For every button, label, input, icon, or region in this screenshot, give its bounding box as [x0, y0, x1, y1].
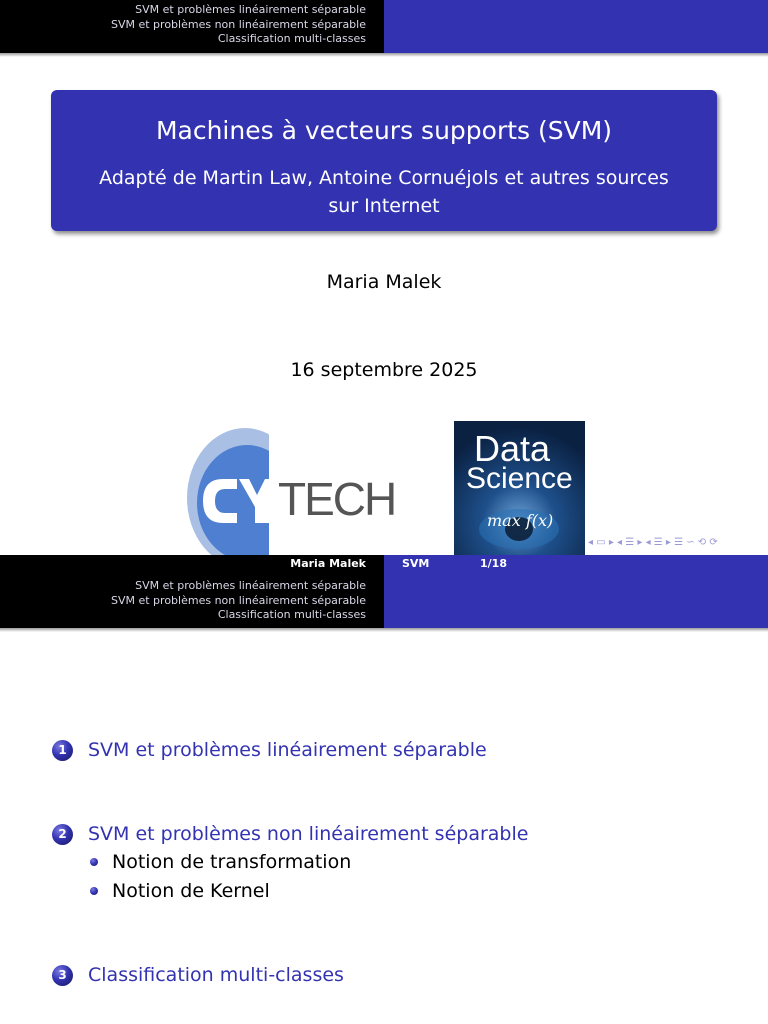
footer-short-title: SVM — [402, 557, 430, 570]
toc-subitem[interactable] — [90, 879, 270, 903]
headline-section-1[interactable]: SVM et problèmes linéairement séparable — [135, 579, 366, 592]
toc-sublabel[interactable]: Notion de Kernel — [112, 880, 270, 902]
title-box — [51, 90, 717, 231]
headline-shadow — [0, 628, 768, 632]
bullet-icon — [90, 858, 98, 866]
toc-number-ball: 3 — [52, 965, 73, 986]
headline-section-2[interactable]: SVM et problèmes non linéairement séparable — [110, 594, 366, 607]
author: Maria Malek — [326, 271, 442, 293]
cy-tech-logo — [185, 423, 396, 555]
date: 16 septembre 2025 — [290, 359, 478, 381]
headline-section-1[interactable]: SVM et problèmes linéairement séparable — [135, 3, 366, 16]
toc-number-ball: 1 — [52, 740, 73, 761]
cy-logo-text: TECH — [278, 473, 396, 525]
section-headline — [0, 0, 768, 53]
toc-label[interactable]: SVM et problèmes linéairement séparable — [88, 739, 487, 761]
data-science-logo — [454, 421, 585, 555]
ds-line2: Science — [466, 462, 573, 495]
slide-title: Machines à vecteurs supports (SVM) — [155, 116, 613, 145]
headline-section-2[interactable]: SVM et problèmes non linéairement séparable — [110, 18, 366, 31]
headline-section-3[interactable]: Classification multi-classes — [217, 608, 366, 621]
outline-slide — [0, 555, 768, 1024]
toc-number-ball: 2 — [52, 824, 73, 845]
toc-subitem[interactable] — [90, 850, 351, 874]
toc-item-3[interactable] — [52, 963, 344, 987]
ds-formula: max f(x) — [487, 511, 554, 530]
section-headline — [0, 573, 768, 628]
toc-item-1[interactable] — [52, 738, 487, 762]
bullet-icon — [90, 887, 98, 895]
headline-section-3[interactable]: Classification multi-classes — [217, 32, 366, 45]
footline — [0, 555, 768, 573]
ds-line1: Data — [474, 428, 551, 469]
toc-label[interactable]: SVM et problèmes non linéairement séparable — [88, 823, 529, 845]
footer-author: Maria Malek — [0, 555, 384, 573]
data-science-graphic — [454, 421, 585, 555]
toc-label[interactable]: Classification multi-classes — [88, 964, 344, 986]
beamer-navigation-symbols[interactable]: ◂ ▭ ▸ ◂ ☰ ▸ ◂ ☰ ▸ ☰ ∽ ⟲ ⟳ — [588, 537, 718, 548]
headline-shadow — [0, 53, 768, 57]
toc-item-2[interactable] — [52, 822, 528, 846]
cy-logo-graphic — [185, 423, 396, 555]
slide-subtitle: Adapté de Martin Law, Antoine Cornuéjols et autres sources sur Internet — [99, 167, 669, 217]
footer-page-number: 1/18 — [480, 557, 507, 570]
toc-sublabel[interactable]: Notion de transformation — [112, 851, 352, 873]
